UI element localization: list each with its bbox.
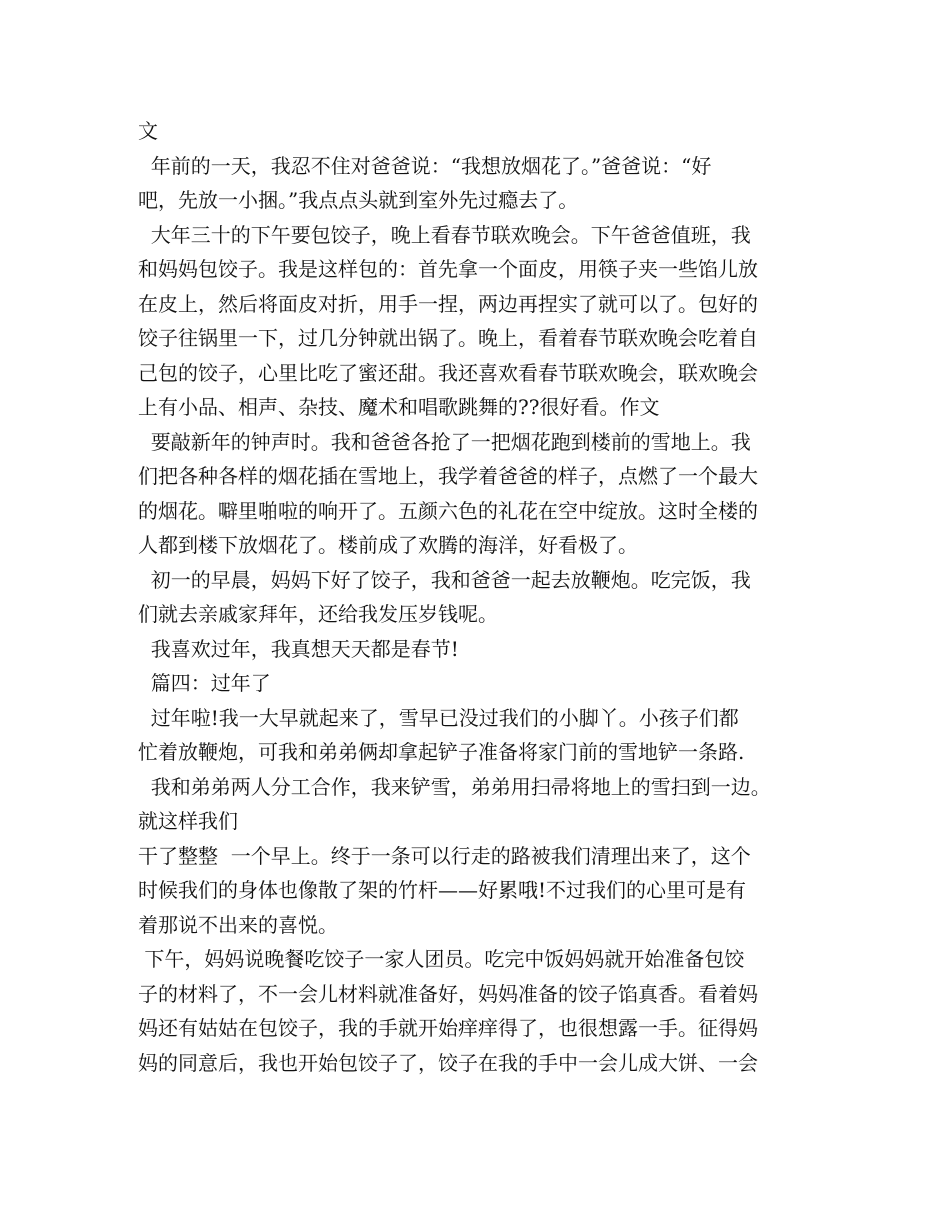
text-line: 下午，妈妈说晚餐吃饺子一家人团员。吃完中饭妈妈就开始准备包饺 <box>138 947 745 971</box>
text-line: 饺子往锅里一下，过几分钟就出锅了。晚上，看着春节联欢晚会吃着自 <box>138 326 758 350</box>
text-line: 妈的同意后，我也开始包饺子了，饺子在我的手中一会儿成大饼、一会 <box>138 1050 758 1075</box>
text-line: 要敲新年的钟声时。我和爸爸各抢了一把烟花跑到楼前的雪地上。我 <box>138 429 751 454</box>
text-line: 大年三十的下午要包饺子，晚上看春节联欢晚会。下午爸爸值班，我 <box>138 222 751 247</box>
text-line: 干了整整 一个早上。终于一条可以行走的路被我们清理出来了，这个 <box>138 843 751 868</box>
text-line: 上有小品、相声、杂技、魔术和唱歌跳舞的??很好看。作文 <box>138 395 660 419</box>
text-line: 我喜欢过年，我真想天天都是春节! <box>138 636 459 661</box>
text-line: 吧，先放一小捆。”我点点头就到室外先过瘾去了。 <box>138 188 579 212</box>
text-line: 年前的一天，我忍不住对爸爸说：“我想放烟花了。”爸爸说：“好 <box>138 153 712 178</box>
text-line: 忙着放鞭炮，可我和弟弟俩却拿起铲子准备将家门前的雪地铲一条路. <box>138 740 745 764</box>
text-line: 的烟花。噼里啪啦的响开了。五颜六色的礼花在空中绽放。这时全楼的 <box>138 498 758 523</box>
text-line: 初一的早晨，妈妈下好了饺子，我和爸爸一起去放鞭炮。吃完饭，我 <box>138 567 751 592</box>
text-line: 我和弟弟两人分工合作，我来铲雪，弟弟用扫帚将地上的雪扫到一边。 <box>138 774 771 799</box>
text-line: 和妈妈包饺子。我是这样包的：首先拿一个面皮，用筷子夹一些馅儿放 <box>138 257 758 281</box>
text-line: 就这样我们 <box>138 809 238 833</box>
text-line: 妈还有姑姑在包饺子，我的手就开始痒痒得了，也很想露一手。征得妈 <box>138 1016 758 1040</box>
text-line: 子的材料了，不一会儿材料就准备好，妈妈准备的饺子馅真香。看着妈 <box>138 981 758 1006</box>
text-line: 过年啦!我一大早就起来了，雪早已没过我们的小脚丫。小孩子们都 <box>138 705 739 730</box>
text-line: 人都到楼下放烟花了。楼前成了欢腾的海洋，好看极了。 <box>138 533 638 557</box>
text-line: 己包的饺子，心里比吃了蜜还甜。我还喜欢看春节联欢晚会，联欢晚会 <box>138 360 758 385</box>
text-line: 们就去亲戚家拜年，还给我发压岁钱呢。 <box>138 602 498 626</box>
text-line: 着那说不出来的喜悦。 <box>138 912 338 937</box>
text-line: 们把各种各样的烟花插在雪地上，我学着爸爸的样子，点燃了一个最大 <box>138 464 758 488</box>
text-line: 文 <box>138 119 158 143</box>
text-line: 在皮上，然后将面皮对折，用手一捏，两边再捏实了就可以了。包好的 <box>138 291 758 316</box>
section-heading: 篇四：过年了 <box>138 671 271 695</box>
document-body <box>138 114 838 1080</box>
text-line: 时候我们的身体也像散了架的竹杆——好累哦!不过我们的心里可是有 <box>138 878 747 902</box>
